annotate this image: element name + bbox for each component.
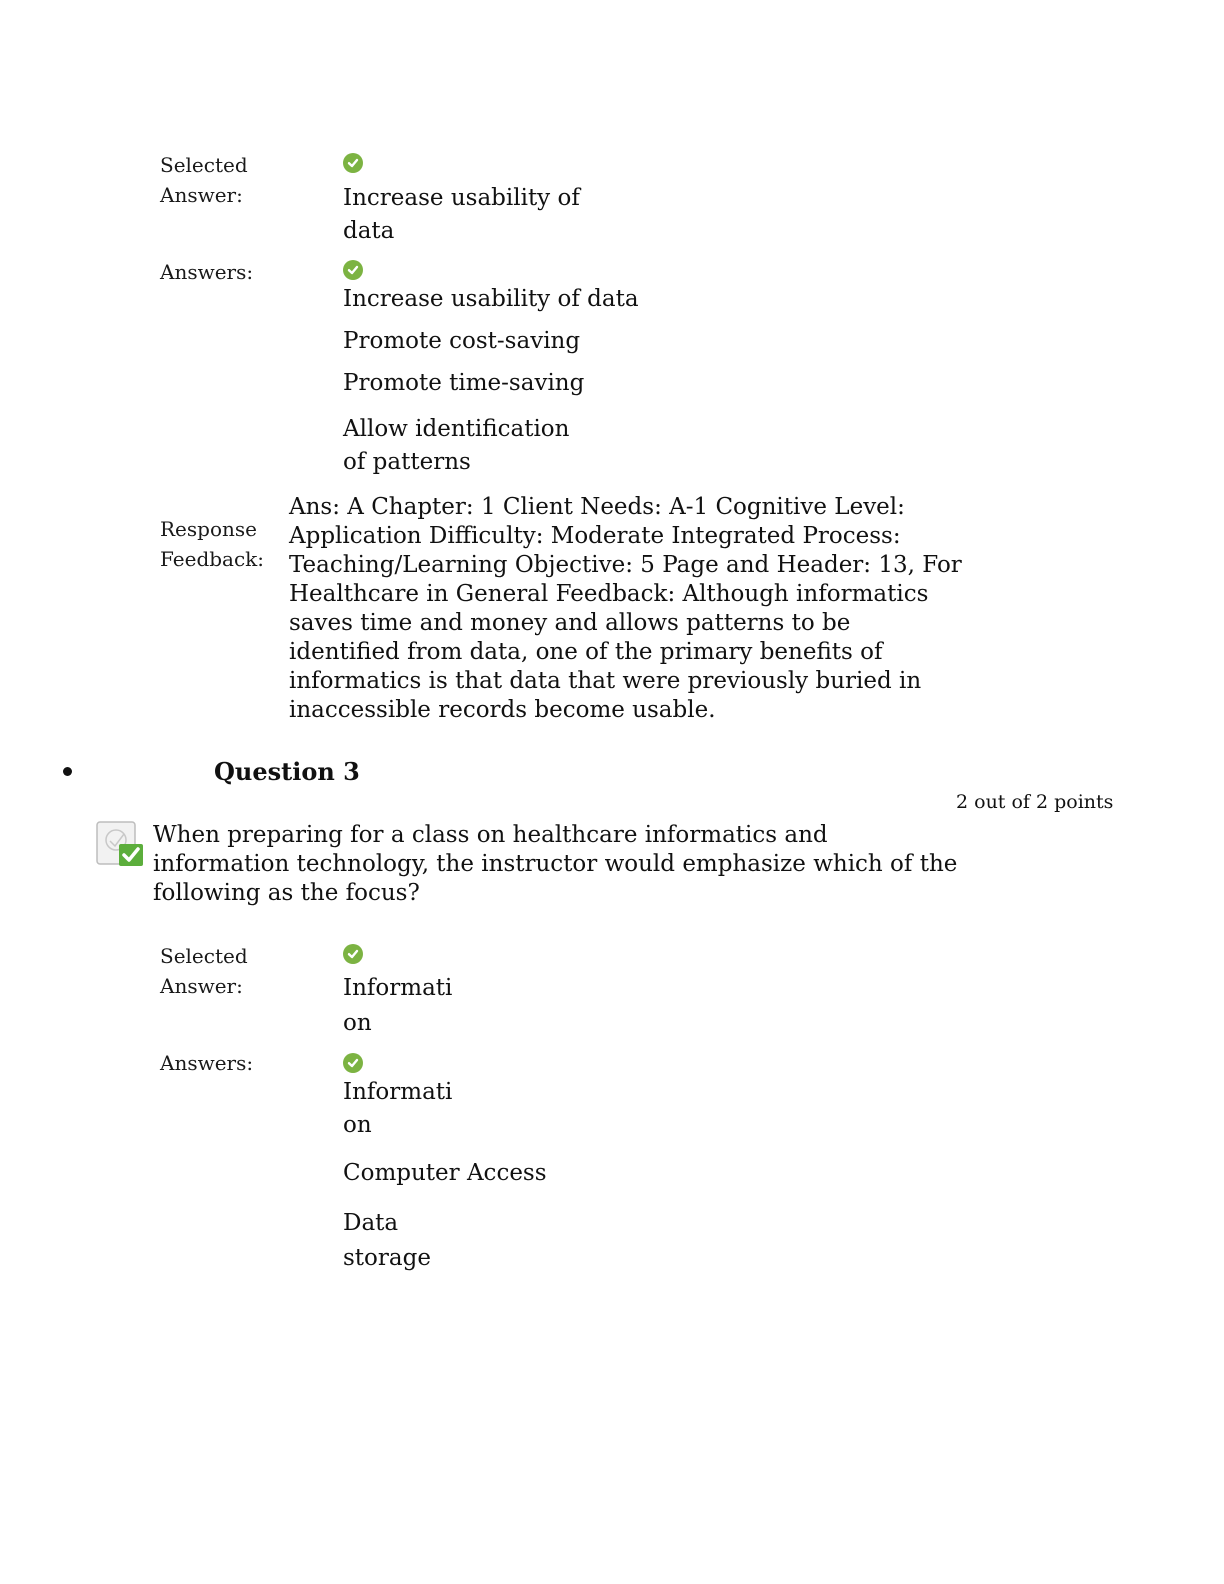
response-feedback-label: Response Feedback: bbox=[160, 517, 265, 571]
check-circle-icon bbox=[343, 153, 363, 173]
graded-correct-icon bbox=[95, 820, 147, 868]
answers-label: Answers: bbox=[160, 1051, 254, 1075]
selected-answer-label: Selected Answer: bbox=[160, 153, 248, 207]
selected-answer-text: Information bbox=[343, 975, 453, 1036]
answer-option: Increase usability of data bbox=[343, 286, 639, 312]
question-points: 2 out of 2 points bbox=[956, 791, 1114, 813]
selected-answer-label: Selected Answer: bbox=[160, 944, 248, 998]
question-title: Question 3 bbox=[214, 757, 360, 786]
answers-label: Answers: bbox=[160, 260, 254, 284]
answer-option: Information bbox=[343, 1079, 453, 1138]
response-feedback-text: Ans: A Chapter: 1 Client Needs: A-1 Cognitive Level: Application Difficulty: Moderate Integrated Process: Teaching/Learning Objective: 5 Page and Header: 13, For Healthcare in General Feedback: Although informatics saves time and money and allows patterns to be identified from data, one of the primary benefits of informatics is that data that were previously buried in inaccessible records become usable. bbox=[289, 494, 962, 723]
answer-option: Data storage bbox=[343, 1210, 431, 1271]
question-text: When preparing for a class on healthcare informatics and information technology, the instructor would emphasize which of the following as the focus? bbox=[153, 822, 958, 906]
list-bullet bbox=[63, 767, 72, 776]
check-circle-icon bbox=[343, 260, 363, 280]
check-circle-icon bbox=[343, 1053, 363, 1073]
answer-option: Computer Access bbox=[343, 1160, 547, 1186]
check-circle-icon bbox=[343, 944, 363, 964]
answer-option: Promote cost-saving bbox=[343, 328, 581, 354]
answer-option: Promote time-saving bbox=[343, 370, 585, 396]
answer-option: Allow identification of patterns bbox=[343, 416, 570, 475]
selected-answer-text: Increase usability of data bbox=[343, 185, 580, 244]
